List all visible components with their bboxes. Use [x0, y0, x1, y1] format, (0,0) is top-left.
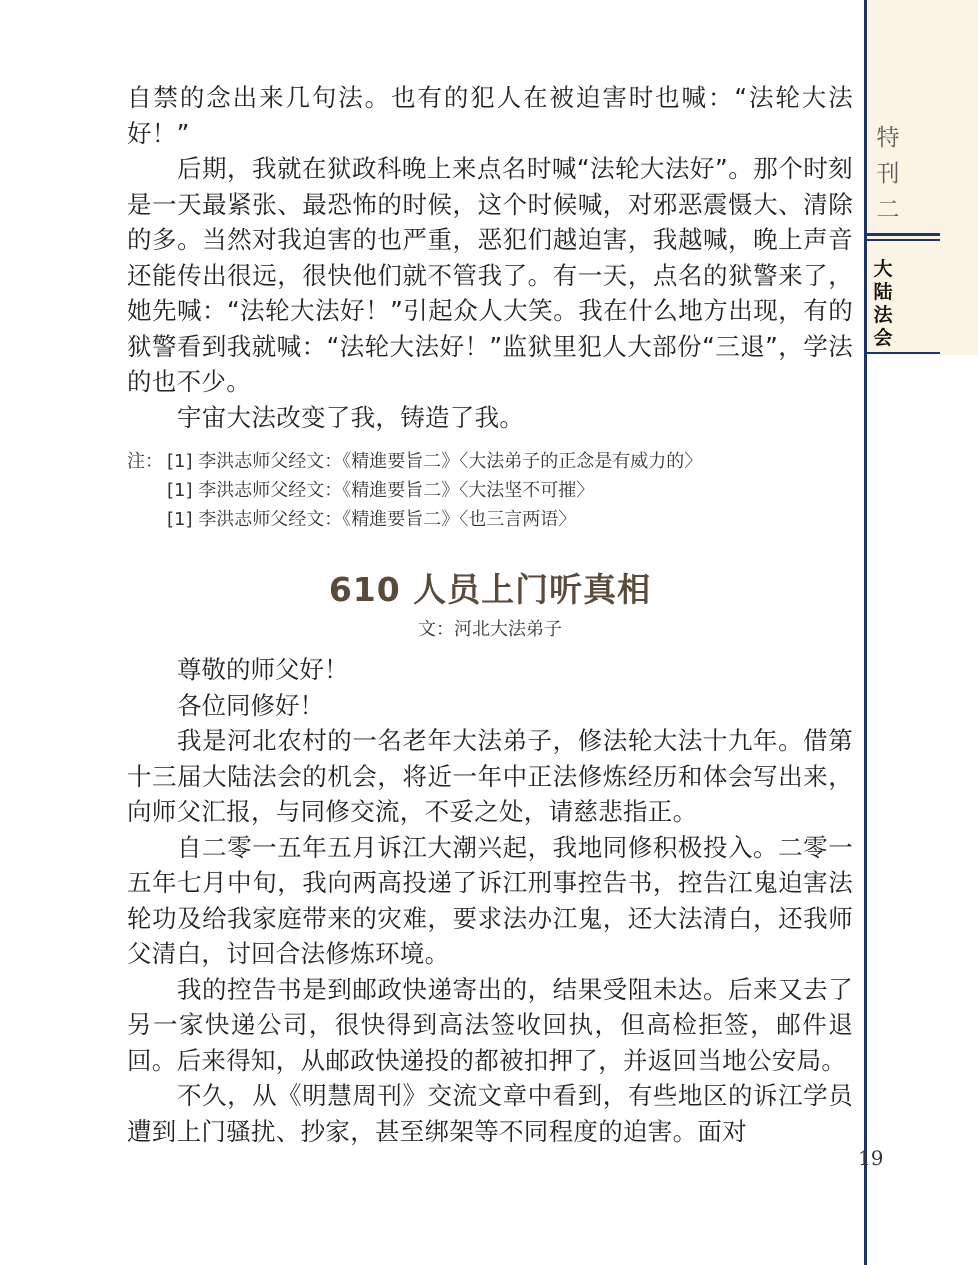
article-byline: 文：河北大法弟子	[418, 619, 562, 640]
greeting: 各位同修好！	[177, 690, 324, 720]
section-tab-fahui	[868, 258, 898, 350]
footnote-row	[127, 447, 853, 476]
tab-char: 大	[873, 258, 893, 280]
footnote-text: [1] 李洪志师父经文：《精進要旨二》〈大法弟子的正念是有威力的〉	[167, 451, 703, 472]
article-title: 610 人员上门听真相	[328, 570, 652, 609]
tab-char: 会	[873, 327, 893, 349]
footnote-text: [1] 李洪志师父经文：《精進要旨二》〈大法坚不可摧〉	[167, 480, 595, 501]
footnotes	[127, 447, 853, 534]
paragraph: 不久，从《明慧周刊》交流文章中看到，有些地区的诉江学员遭到上门骚扰、抄家，甚至绑架等不同程度的迫害。面对	[127, 1081, 853, 1146]
page-content	[127, 80, 853, 1149]
paragraph: 我是河北农村的一名老年大法弟子，修法轮大法十九年。借第十三届大陆法会的机会，将近一年中正法修炼经历和体会写出来，向师父汇报，与同修交流，不妥之处，请慈悲指正。	[127, 726, 853, 826]
tab-char: 特	[876, 125, 900, 151]
section-tab-special-issue	[868, 120, 908, 228]
sidebar-band	[867, 233, 940, 241]
sidebar-lower-area	[867, 355, 978, 1265]
tab-char: 刊	[876, 161, 900, 187]
footnote-row	[127, 476, 853, 505]
paragraph: 自二零一五年五月诉江大潮兴起，我地同修积极投入。二零一五年七月中旬，我向两高投递了诉江刑事控告书，控告江鬼迫害法轮功及给我家庭带来的灾难，要求法办江鬼，还大法清白，还我师父清白，讨回合法修炼环境。	[127, 832, 853, 968]
footnote-label: 注：	[127, 451, 163, 472]
greeting: 尊敬的师父好！	[177, 655, 349, 684]
paragraph: 自禁的念出来几句法。也有的犯人在被迫害时也喊：“法轮大法好！”	[127, 83, 853, 148]
paragraph: 我的控告书是到邮政快递寄出的，结果受阻未达。后来又去了另一家快递公司，很快得到高法签收回执，但高检拒签，邮件退回。后来得知，从邮政快递投的都被扣押了，并返回当地公安局。	[127, 974, 853, 1075]
tab-char: 陆	[873, 281, 893, 303]
footnote-text: [1] 李洪志师父经文：《精進要旨二》〈也三言两语〉	[167, 509, 577, 530]
page-number: 19	[858, 1146, 884, 1170]
sidebar-divider-line	[864, 0, 867, 1265]
paragraph: 宇宙大法改变了我，铸造了我。	[177, 402, 525, 432]
paragraph: 后期，我就在狱政科晚上来点名时喊“法轮大法好”。那个时刻是一天最紧张、最恐怖的时候，这个时候喊，对邪恶震慑大、清除的多。当然对我迫害的也严重，恶犯们越迫害，我越喊，晚上声音还能传出很远，很快他们就不管我了。有一天，点名的狱警来了，她先喊：“法轮大法好！”引起众人大笑。我在什么地方出现，有的狱警看到我就喊：“法轮大法好！”监狱里犯人大部份“三退”，学法的也不少。	[127, 154, 853, 396]
sidebar-tab-rule	[867, 352, 940, 354]
footnote-row	[127, 505, 853, 534]
tab-char: 法	[873, 304, 893, 326]
tab-char: 二	[876, 197, 900, 223]
